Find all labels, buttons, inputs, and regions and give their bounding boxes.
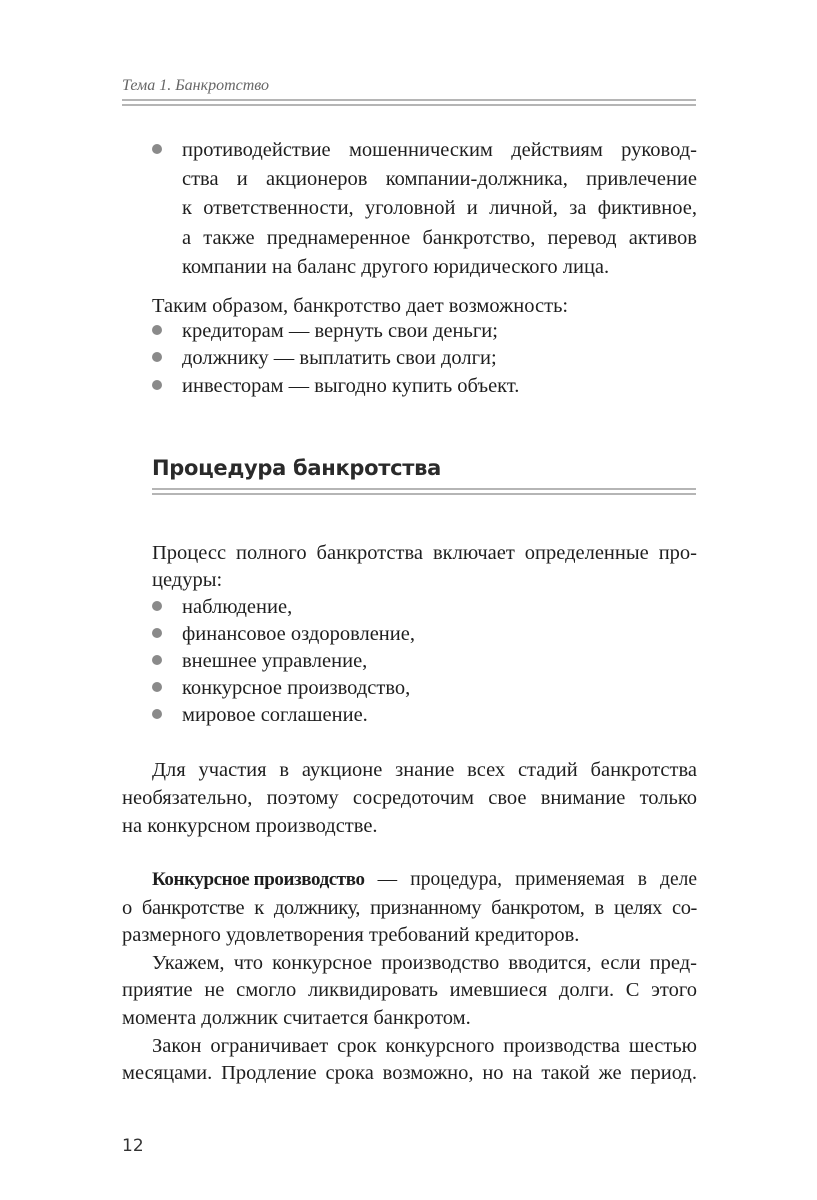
heading-rule (152, 493, 696, 495)
bullet-icon (152, 682, 162, 692)
text-line: противодействие мошенническим действиям руковод- (182, 139, 697, 161)
bullet-icon (152, 352, 162, 362)
text-line: к ответственности, уголовной и личной, за фиктивное, (182, 197, 697, 219)
bullet-icon (152, 380, 162, 390)
list-item: конкурсное производство, (182, 677, 411, 699)
text-line (152, 868, 697, 892)
bullet-icon (152, 325, 162, 335)
text-line: Укажем, что конкурсное производство вводится, если пред- (152, 952, 697, 974)
text-line: Таким образом, банкротство дает возможность: (152, 295, 569, 317)
text-line: размерного удовлетворения требований кредиторов. (122, 924, 580, 946)
term: Конкурсное производство (152, 869, 365, 890)
list-item: должнику — выплатить свои долги; (182, 347, 497, 369)
bullet-icon (152, 144, 162, 154)
text-line: Закон ограничивает срок конкурсного производства шестью (152, 1035, 697, 1057)
header-rule (122, 99, 696, 101)
running-header: Тема 1. Банкротство (122, 77, 270, 94)
text-line: приятие не смогло ликвидировать имевшиеся долги. С этого (122, 979, 697, 1001)
text-line: Процесс полного банкротства включает определенные про- (152, 542, 697, 564)
text-line: о банкротстве к должнику, признанному банкротом, в целях со- (122, 897, 697, 919)
list-item: внешнее управление, (182, 650, 368, 672)
text-line: а также преднамеренное банкротство, перевод активов (182, 227, 697, 249)
list-item: кредиторам — вернуть свои деньги; (182, 320, 498, 342)
list-item: наблюдение, (182, 596, 293, 618)
bullet-icon (152, 601, 162, 611)
list-item: финансовое оздоровление, (182, 623, 415, 645)
page-number: 12 (122, 1136, 144, 1156)
bullet-icon (152, 655, 162, 665)
text-line: необязательно, поэтому сосредоточим свое внимание только (122, 787, 697, 809)
bullet-icon (152, 709, 162, 719)
text-line: месяцами. Продление срока возможно, но на такой же период. (122, 1062, 697, 1084)
text-line: Для участия в аукционе знание всех стадий банкротства (152, 759, 697, 781)
text-line: ства и акционеров компании-должника, привлечение (182, 168, 697, 190)
text-line: — процедура, применяемая в деле (364, 869, 697, 890)
text-line: цедуры: (152, 569, 223, 591)
bullet-icon (152, 628, 162, 638)
text-line: на конкурсном производстве. (122, 815, 378, 837)
header-rule (122, 104, 696, 106)
section-heading: Процедура банкротства (152, 456, 442, 480)
list-item: инвесторам — выгодно купить объект. (182, 375, 520, 397)
text-line: компании на баланс другого юридического лица. (182, 256, 610, 278)
list-item: мировое соглашение. (182, 704, 368, 726)
text-line: момента должник считается банкротом. (122, 1007, 471, 1029)
heading-rule (152, 488, 696, 490)
